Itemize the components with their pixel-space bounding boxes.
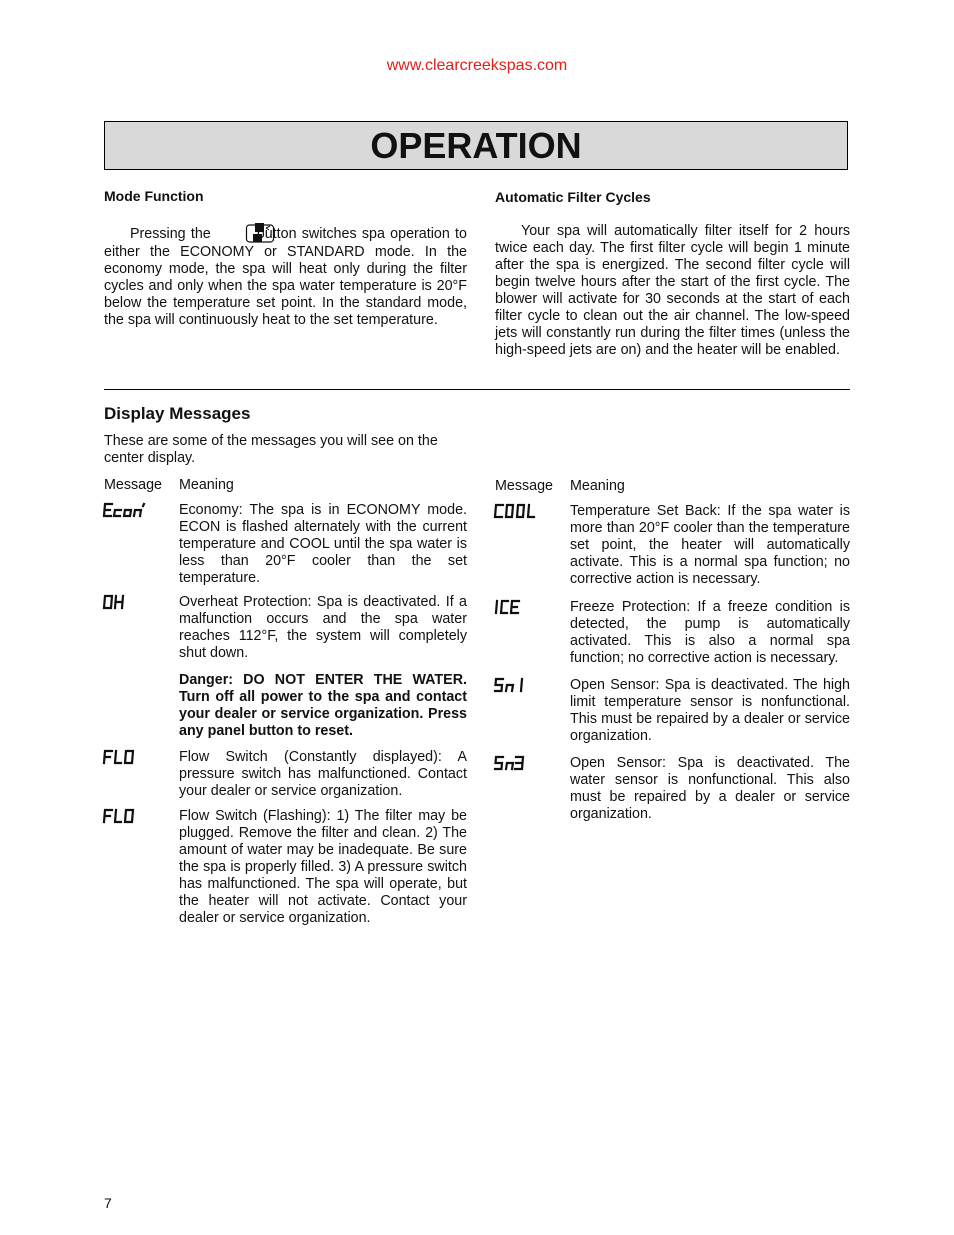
mode-function-section: [104, 188, 204, 204]
meaning-ice: Freeze Protection: If a freeze condition is detected, the pump is automatically activated. This is also a normal spa function; no corrective action is necessary.: [570, 599, 850, 666]
right-col-message-header: Message: [495, 478, 554, 494]
display-messages-heading: Display Messages: [104, 404, 251, 423]
filter-cycles-heading: Automatic Filter Cycles: [495, 189, 651, 205]
page-title: OPERATION: [370, 124, 582, 166]
meaning-flo-flashing: Flow Switch (Flashing): 1) The filter may be plugged. Remove the filter and clean. 2) The amount of water may be inadequate. Be sure the spa is properly filled. 3) A pressure switch has malfunctioned. The spa will operate, but the heater will not activate. Contact your dealer or service organization.: [179, 808, 467, 926]
site-url[interactable]: www.clearcreekspas.com: [386, 57, 568, 74]
display-messages-intro: These are some of the messages you will see on the center display.: [104, 433, 438, 466]
display-code-cool: [493, 503, 553, 527]
filter-cycles-section: [495, 189, 651, 205]
left-col-meaning-header: Meaning: [179, 477, 234, 493]
danger-warning: Danger: DO NOT ENTER THE WATER. Turn off all power to the spa and contact your dealer or service organization. Press any panel button to reset.: [179, 672, 467, 739]
mode-function-heading: Mode Function: [104, 188, 204, 204]
display-code-oh: [102, 594, 162, 618]
title-banner: [104, 121, 848, 170]
meaning-econ: Economy: The spa is in ECONOMY mode. ECON is flashed alternately with the current temperature and COOL until the spa water is less than 20°F cooler than the set temperature.: [179, 502, 467, 586]
mode-text-after: button switches spa operation to either the ECONOMY or STANDARD mode. In the economy mode, the spa will heat only during the filter cycles and only when the spa water temperature is 20°F below the temperature set point. In the standard mode, the spa will continuously heat to the set temperature.: [104, 226, 467, 328]
left-col-message-header: Message: [104, 477, 163, 493]
meaning-sn3: Open Sensor: Spa is deactivated. The water sensor is nonfunctional. This also must be repaired by a dealer or service organization.: [570, 755, 850, 822]
meaning-cool: Temperature Set Back: If the spa water is more than 20°F cooler than the temperature set point, the heater will automatically activate. This is a normal spa function; no corrective action is necessary.: [570, 503, 850, 587]
display-code-flo-constant: [102, 749, 162, 773]
page-number: 7: [104, 1195, 112, 1211]
display-code-econ: [102, 502, 162, 526]
mode-button-icon: [219, 222, 249, 244]
mode-function-text: [104, 222, 467, 329]
display-code-flo-flashing: [102, 808, 162, 832]
display-code-ice: [493, 599, 553, 623]
section-divider: [104, 389, 850, 390]
filter-cycles-text: [495, 223, 850, 359]
mode-text-before: Pressing the: [130, 226, 211, 242]
meaning-oh: Overheat Protection: Spa is deactivated. If a malfunction occurs and the spa water reaches 112°F, the system will completely shut down.: [179, 594, 467, 661]
meaning-flo-constant: Flow Switch (Constantly displayed): A pressure switch has malfunctioned. Contact your dealer or service organization.: [179, 749, 467, 799]
display-code-sn3: [493, 755, 553, 779]
display-code-sn1: [493, 677, 553, 701]
meaning-sn1: Open Sensor: Spa is deactivated. The high limit temperature sensor is nonfunctional. This must be repaired by a dealer or service organization.: [570, 677, 850, 744]
right-col-meaning-header: Meaning: [570, 478, 625, 494]
filter-cycles-paragraph: Your spa will automatically filter itself for 2 hours twice each day. The first filter cycle will begin 1 minute after the spa is energized. The second filter cycle will begin twelve hours after the start of the first cycle. The blower will activate for 30 seconds at the start of each filter cycle to clean out the air channel. The low-speed jets will constantly run during the filter times (unless the high-speed jets are on) and the heater will be enabled.: [495, 223, 850, 358]
